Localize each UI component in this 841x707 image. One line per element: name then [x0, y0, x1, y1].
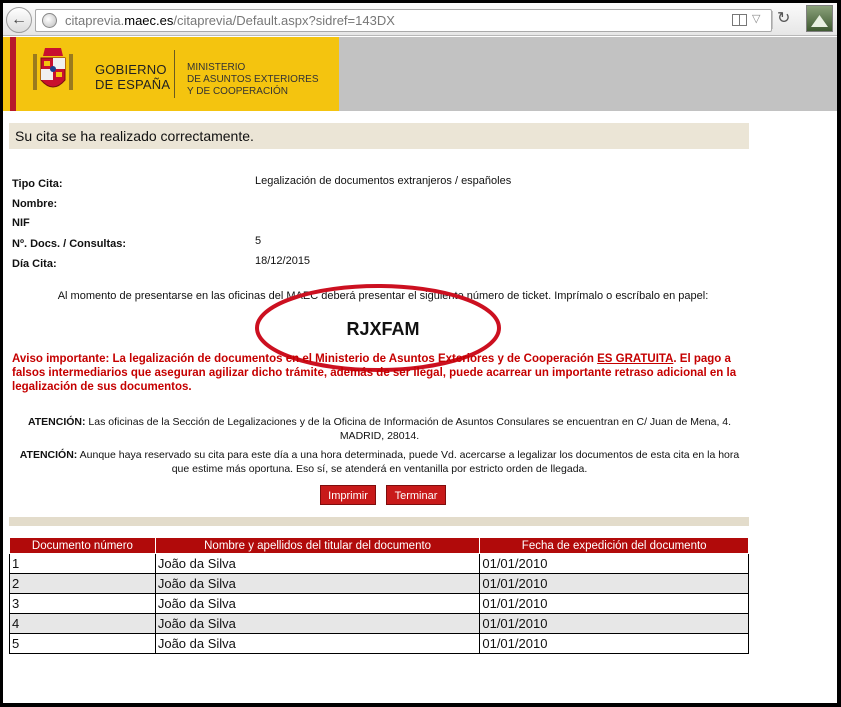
address-bar[interactable] — [35, 9, 772, 32]
column-header-holder-name: Nombre y apellidos del titular del documento — [155, 538, 480, 554]
cell-issue-date: 01/01/2010 — [480, 614, 749, 634]
logo-divider — [174, 50, 175, 98]
flag-stripe — [10, 37, 16, 111]
cell-doc-number: 5 — [10, 634, 156, 654]
attention-label-1: ATENCIÓN: — [27, 416, 86, 428]
back-arrow-icon: ← — [11, 11, 27, 28]
coat-of-arms-icon — [31, 46, 75, 98]
table-row — [10, 614, 749, 634]
attention-text-1: Las oficinas de la Sección de Legalizaciones y de la Oficina de Información de Asuntos Consulares se encuentran en C/ Juan de Mena, 4. MADRID, 28014. — [85, 416, 732, 442]
cell-holder-name: João da Silva — [155, 634, 480, 654]
history-dropdown-icon[interactable]: ▽ — [752, 13, 761, 25]
toolbar-separator — [772, 11, 773, 29]
reload-icon[interactable]: ↻ — [777, 10, 791, 27]
tipo-cita-value: Legalización de documentos extranjeros / españoles — [255, 175, 512, 187]
ministry-line-3: Y DE COOPERACIÓN — [187, 86, 288, 97]
url-text — [65, 13, 395, 28]
column-header-issue-date: Fecha de expedición del documento — [480, 538, 749, 554]
logo-line-1: GOBIERNO — [95, 62, 167, 77]
tipo-cita-label: Tipo Cita: — [12, 178, 63, 190]
ticket-code: RJXFAM — [346, 319, 420, 339]
url-path: /citaprevia/Default.aspx?sidref=143DX — [173, 13, 395, 28]
url-host: maec.es — [124, 13, 174, 28]
url-prefix: citaprevia. — [65, 13, 125, 28]
cell-doc-number: 3 — [10, 594, 156, 614]
table-row — [10, 574, 749, 594]
table-header-row — [10, 538, 749, 554]
attention-text-2: Aunque haya reservado su cita para este día a una hora determinada, puede Vd. acercarse a legalizar los documentos de esta cita en la hora que estime más oportuna. Eso sí, se atenderá en ventanilla por estricto orden de llegada. — [77, 449, 740, 475]
cell-issue-date: 01/01/2010 — [480, 634, 749, 654]
section-divider — [9, 517, 749, 526]
cell-holder-name: João da Silva — [155, 574, 480, 594]
browser-toolbar — [3, 3, 837, 36]
column-header-doc-number: Documento número — [10, 538, 156, 554]
cell-doc-number: 1 — [10, 554, 156, 574]
warning-text-2: . El pago a falsos intermediarios que aseguran agilizar dicho trámite, además de ser ilegal, puede acarrear un importante retraso adicional en la legalización de sus documentos. — [12, 353, 737, 393]
ministry-line-1: MINISTERIO — [187, 62, 246, 73]
home-button[interactable] — [806, 5, 833, 32]
globe-icon — [42, 13, 57, 28]
attention-address — [12, 415, 747, 443]
cell-issue-date: 01/01/2010 — [480, 594, 749, 614]
cell-doc-number: 4 — [10, 614, 156, 634]
cell-doc-number: 2 — [10, 574, 156, 594]
government-logo-text — [95, 62, 170, 92]
ministry-name — [187, 62, 319, 98]
cell-issue-date: 01/01/2010 — [480, 554, 749, 574]
screenshot-frame — [3, 3, 837, 703]
dia-cita-label: Día Cita: — [12, 258, 57, 270]
success-message: Su cita se ha realizado correctamente. — [9, 123, 749, 149]
warning-text-1: Aviso importante: La legalización de documentos en el Ministerio de Asuntos Exteriores y de Cooperación — [12, 353, 598, 365]
ministry-line-2: DE ASUNTOS EXTERIORES — [187, 74, 319, 85]
table-row — [10, 594, 749, 614]
ticket-instructions: Al momento de presentarse en las oficinas del MAEC deberá presentar el siguiente número de ticket. Imprímalo o escríbalo en papel: — [57, 290, 709, 302]
documents-table — [9, 537, 749, 654]
back-button[interactable] — [6, 7, 32, 33]
attention-label-2: ATENCIÓN: — [19, 449, 78, 461]
reader-view-icon[interactable] — [732, 14, 747, 26]
attention-schedule — [12, 448, 747, 476]
nombre-label: Nombre: — [12, 198, 58, 210]
dia-cita-value: 18/12/2015 — [255, 255, 311, 267]
finish-button[interactable]: Terminar — [386, 485, 446, 505]
site-header — [3, 37, 837, 111]
docs-label: Nº. Docs. / Consultas: — [12, 238, 127, 250]
cell-holder-name: João da Silva — [155, 554, 480, 574]
docs-value: 5 — [255, 235, 262, 247]
cell-holder-name: João da Silva — [155, 614, 480, 634]
print-button[interactable]: Imprimir — [320, 485, 376, 505]
important-warning — [12, 352, 747, 394]
table-row — [10, 554, 749, 574]
warning-free-emphasis: ES GRATUITA — [597, 353, 674, 365]
nif-label: NIF — [12, 217, 30, 229]
table-row — [10, 634, 749, 654]
cell-issue-date: 01/01/2010 — [480, 574, 749, 594]
cell-holder-name: João da Silva — [155, 594, 480, 614]
logo-line-2: DE ESPAÑA — [95, 77, 171, 92]
